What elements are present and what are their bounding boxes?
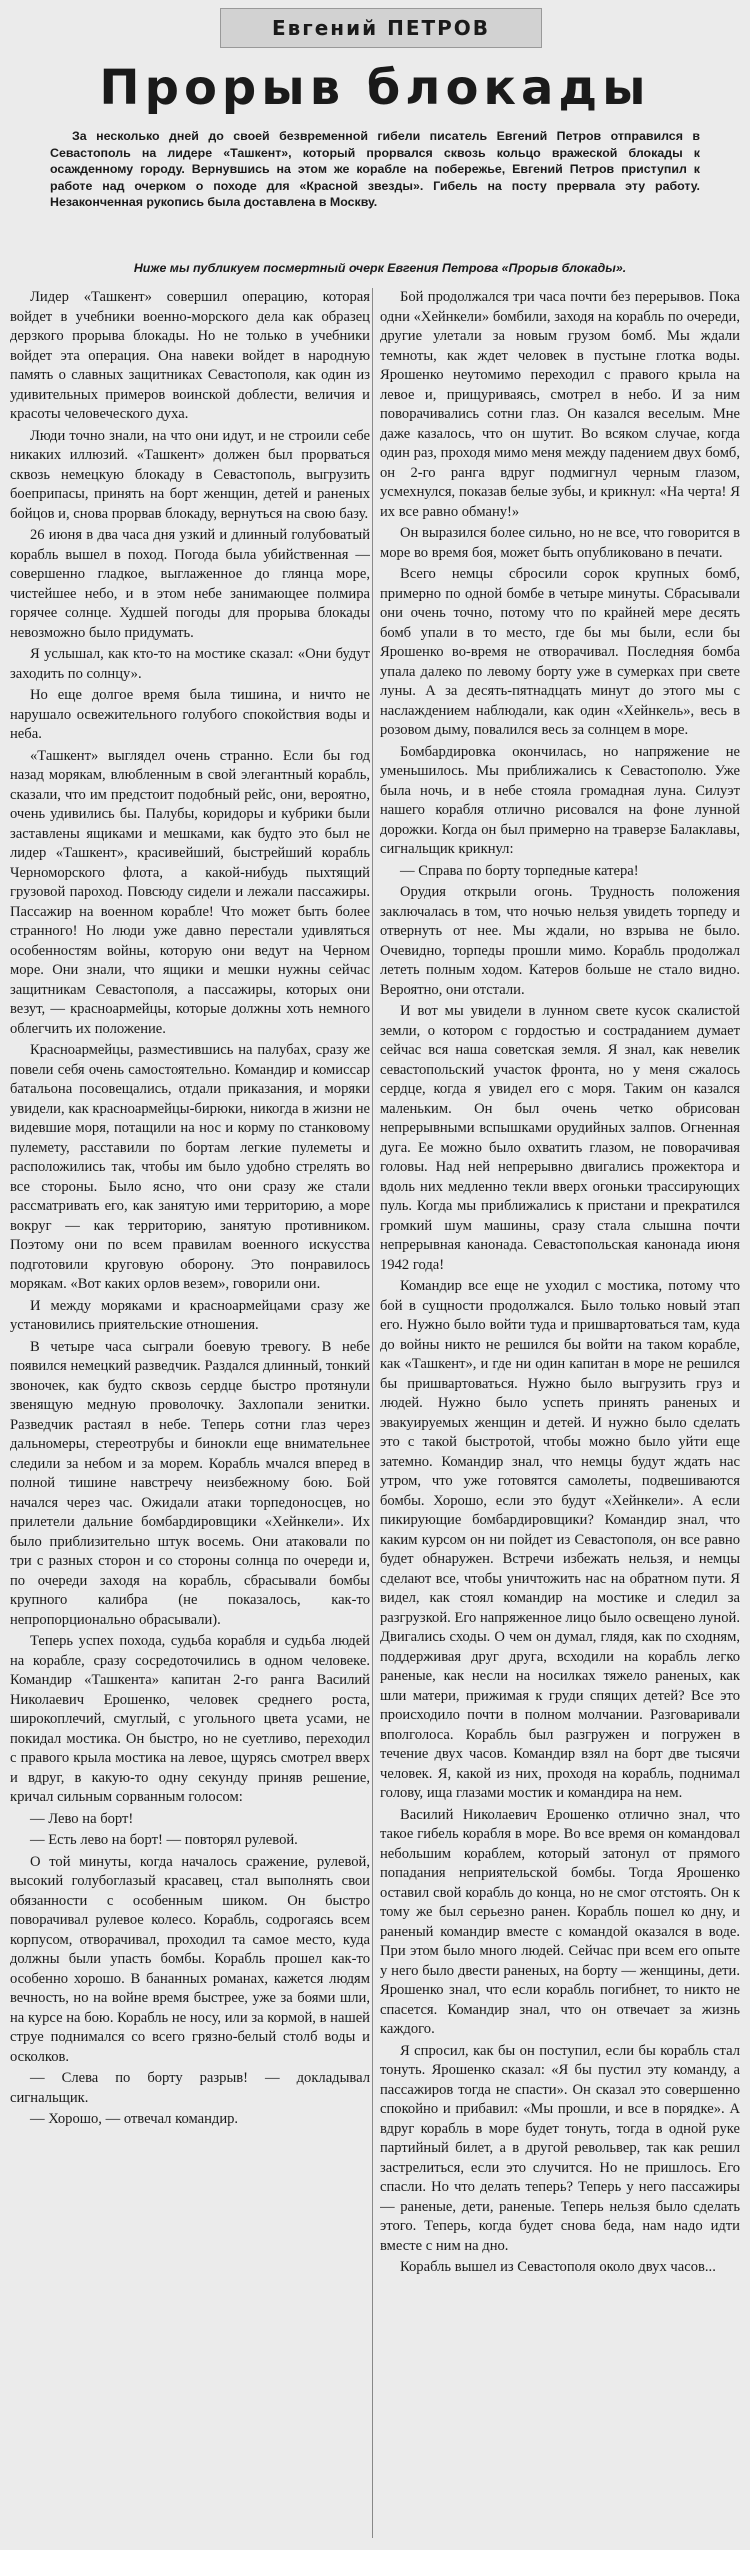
paragraph: Бомбардировка окончилась, но напряжение не уменьшилось. Мы приближались к Севастополю. Уже была ночь, и в небе стояла громадная луна. Силуэт нашего корабля отлично рисовался на фоне лунной дорожки. Когда он был примерно на траверзе Балаклавы, сигнальщик крикнул: <box>380 743 740 857</box>
paragraph: Я спросил, как бы он поступил, если бы корабль стал тонуть. Ярошенко сказал: «Я бы пустил эту команду, а пассажиров тогда не спасти». Он сказал это совершенно спокойно и прибавил: «Мы прошли, и все в порядке». А вдруг корабль в море будет тонуть, тогда в одной руке партийный билет, а в другой револьвер, так как решил застрелиться, если это случится. Но не пришлось. Его спасли. Но что делать теперь? Теперь у него пассажиры — раненые, дети, раненые. Теперь нельзя было сделать этого. Теперь, когда будет снова беда, нам надо идти вместе с ним на дно. <box>380 2042 740 2254</box>
dialogue-line: — Есть лево на борт! — повторял рулевой. <box>30 1832 298 1848</box>
paragraph: Лидер «Ташкент» совершил операцию, которая войдет в учебники военно-морского дела как образец дерзкого прорыва блокады. Но не только в учебники войдет эта операция. Она навеки войдет в народную память о славных защитниках Севастополя, как один из удивительных примеров воинской доблести, величия и красоты человеческого духа. <box>10 289 370 422</box>
paragraph: И вот мы увидели в лунном свете кусок скалистой земли, о котором с гордостью и состраданием думает сейчас вся наша советская земля. Я знал, как невелик севастопольский участок фронта, но у меня сжалось сердце, когда я увидел его с моря. Таким он казался маленьким. Он был очень четко обрисован непрерывными вспышками орудийных залпов. Огненная дуга. Ее можно было охватить глазом, не поворачивая головы. Над ней непрерывно двигались прожектора и вдоль них медленно текли вверх огоньки трассирующих пуль. Когда мы приближались к пристани и прекратился громкий шум машины, сразу стала слышна почти непрерывная канонада. Севастопольская канонада июня 1942 года! <box>380 1003 740 1273</box>
paragraph: В четыре часа сыграли боевую тревогу. В небе появился немецкий разведчик. Раздался длинный, тонкий звоночек, как будто сквозь сердце быстро протянули звенящую медную проволочку. Захлопали зенитки. Разведчик растаял в небе. Теперь сотни глаз через дальномеры, стереотрубы и бинокли еще внимательнее следили за небом и за морем. Корабль мчался вперед в полной тишине навстречу неизбежному бою. Бой начался через час. Ожидали атаки торпедоносцев, но прилетели дальние бомбардировщики «Хейнкели». Их было приблизительно штук восемь. Они атаковали по три с разных сторон и со стороны солнца по очереди и, по очереди заходя на корабль, сбрасывали бомбы крупного калибра (не показалось, как-то непропорционально обрасывали). <box>10 1338 370 1628</box>
paragraph: Корабль вышел из Севастополя около двух часов... <box>400 2259 716 2275</box>
paragraph: И между моряками и красноармейцами сразу же установились приятельские отношения. <box>10 1297 370 1333</box>
paragraph: Красноармейцы, разместившись на палубах, сразу же повели себя очень самостоятельно. Командир и комиссар батальона посовещались, отдали приказания, и моряки увидели, как красноармейцы-бирюки, никогда в жизни не видевшие моря, потащили на нос и корму по станковому пулемету, расставили по бортам легкие пулеметы и расположились так, чтобы им было удобно стрелять во все стороны. Было ясно, что они сразу же стали рассматривать его, как занятую ими территорию, а море вокруг — как территорию, занятую противником. Поэтому они по всем правилам военного искусства подготовили круговую оборону. Это понравилось морякам. «Вот каких орлов везем», говорили они. <box>10 1042 370 1292</box>
left-column <box>10 288 370 2544</box>
paragraph: Василий Николаевич Ерошенко отлично знал, что такое гибель корабля в море. Во все время он командовал небольшим кораблем, который затонул от прямого попадания неприятельской бомбы. Тогда Ярошенко оставил свой корабль до конца, но не смог отстоять. Он к тому же был серьезно ранен. Корабль пошел ко дну, и раненый командир вместе с командой оказался в воде. При этом было много людей. Сейчас при всем его опыте у него было двести раненых, на борту — женщины, дети. Ярошенко знал, что если корабль погибнет, то никто не спасется. Командир знал, что он отвечает за жизнь каждого. <box>380 1806 740 2037</box>
column-divider <box>372 288 373 2538</box>
paragraph: Всего немцы сбросили сорок крупных бомб, примерно по одной бомбе в четыре минуты. Сбрасывали они очень точно, потому что по крайней мере десять бомб упали в то место, где бы мы были, если бы Ярошенко во-время не отворачивал. Последняя бомба упала далеко по левому борту уже в сумерках при свете луны. А за десять-пятнадцать минут до этого мы с наслаждением наблюдали, как один «Хейнкель», весь в розовом дыму, повалился весь за солнцем в море. <box>380 566 740 738</box>
editorial-subtitle: Ниже мы публикуем посмертный очерк Евгения Петрова «Прорыв блокады». <box>133 261 627 275</box>
right-column <box>380 288 740 2544</box>
author-name: Евгений ПЕТРОВ <box>220 8 542 48</box>
editorial-intro: За несколько дней до своей безвременной гибели писатель Евгений Петров отправился в Севастополь на лидере «Ташкент», который прорвался сквозь кольцо вражеской блокады к осажденному городу. Вернувшись на этом же корабле на побережье, Евгений Петров приступил к работе над очерком о походе для «Красной звезды». Гибель на посту прервала эту работу. Незаконченная рукопись была доставлена в Москву. <box>50 129 700 209</box>
paragraph: Командир все еще не уходил с мостика, потому что бой в сущности продолжался. Было только новый этап его. Нужно было войти туда и пришвартоваться там, куда до войны никто не решился бы войти на таком корабле, как «Ташкент», и где ни один капитан в море не решился бы пришвартоваться. Нужно было выгрузить груз и людей. Нужно было успеть принять раненых и эвакуируемых женщин и детей. И нужно было сделать это с такой быстротой, чтобы можно было уйти еще затемно. Командир знал, что немцы будут ждать нас утром, что уже готовятся самолеты, подвешиваются бомбы. Хорошо, если это будут «Хейнкели». А если пикирующие бомбардировщики? Командир знал, что каким курсом он ни пойдет из Севастополя, он все равно будет обнаружен. Встречи избежать нельзя, и немцы сделают все, чтобы уничтожить нас на обратном пути. Я видел, как стоял командир на мостике и следил за разгрузкой. Его напряженное лицо было освещено луной. Двигались сходы. О чем он думал, глядя, как по сходням, поддерживая друг друга, всходили на корабль легко раненые, как несли на носилках тяжело раненых, как шли матери, прижимая к груди спящих детей? Все это происходило почти в полном молчании. Разговаривали вполголоса. Корабль был разгружен и погружен в течение двух часов. Командир взял на борт две тысячи человек. Я, какой из них, проходя на корабль, поднимал голову, ища глазами мостик и командира на нем. <box>380 1278 740 1801</box>
paragraph: Но еще долгое время была тишина, и ничто не нарушало освежительного голубого спокойствия воды и неба. <box>10 687 370 742</box>
paragraph: Теперь успех похода, судьба корабля и судьба людей на корабле, сразу сосредоточились в одном человеке. Командир «Ташкента» капитан 2-го ранга Василий Николаевич Ерошенко, человек среднего роста, широкоплечий, смуглый, с угольного цвета усами, не покидал мостика. Он быстро, но не суетливо, переходил с правого крыла мостика на левое, щурясь смотрел вверх и вдруг, в какую-то одну секунду приняв решение, кричал сильным сорванным голосом: <box>10 1633 370 1805</box>
dialogue-line: — Хорошо, — отвечал командир. <box>30 2111 239 2127</box>
paragraph: Бой продолжался три часа почти без перерывов. Пока одни «Хейнкели» бомбили, заходя на корабль по очереди, другие улетали за новым грузом бомб. Мы ждали темноты, как ждет человек в пустыне глотка воды. Ярошенко неутомимо переходил с правого крыла на левое и, прищуриваясь, смотрел в небо. И за ним поворачивались сотни глаз. Он казался веселым. Мне даже казалось, что он шутит. Во всяком случае, когда один раз, проходя мимо меня между падением двух бомб, он 2-го ранга вдруг подмигнул черным глазом, усмехнулся, показав белые зубы, и крикнул: «На черта! Я их все равно обману!» <box>380 289 740 520</box>
paragraph: «Ташкент» выглядел очень странно. Если бы год назад морякам, влюбленным в свой элегантный корабль, сказали, что им предстоит подобный рейс, они, вероятно, очень удивились бы. Палубы, коридоры и кубрики были заставлены ящиками и мешками, как будто это был не лидер «Ташкент», красивейший, быстрейший корабль Черноморского флота, а какой-нибудь пыхтящий грузовой пароход. Повсюду сидели и лежали пассажиры. Пассажир на военном корабле! Что может быть более странного! Но люди уже давно перестали удивляться особенностям войны, которую они ведут на Черном море. Они знали, что ящики и мешки нужны сейчас защитникам Севастополя, а пассажиры, которых они везут, — красноармейцы, которые должны хоть немного облегчить их положение. <box>10 747 370 1037</box>
dialogue-line: — Лево на борт! <box>30 1810 134 1827</box>
dialogue-line: — Справа по борту торпедные катера! <box>400 862 639 879</box>
dialogue-line: — Слева по борту разрыв! — докладывал сигнальщик. <box>10 2070 370 2106</box>
article-title: Прорыв блокады <box>99 60 651 116</box>
paragraph: Я услышал, как кто-то на мостике сказал: «Они будут заходить по солнцу». <box>10 646 370 682</box>
paragraph: Люди точно знали, на что они идут, и не строили себе никаких иллюзий. «Ташкент» должен был прорваться сквозь немецкую блокаду в Севастополь, выгрузить боеприпасы, принять на борт женщин, детей и раненых бойцов и, снова прорвав блокаду, вернуться на свою базу. <box>10 427 370 522</box>
paragraph: Орудия открыли огонь. Трудность положения заключалась в том, что ночью нельзя увидеть торпеду и отвернуть от нее. Мы ждали, но взрыва не было. Очевидно, торпеды прошли мимо. Корабль продолжал лететь полным ходом. Катеров больше не стало видно. Вероятно, они отстали. <box>380 884 740 998</box>
paragraph: 26 июня в два часа дня узкий и длинный голубоватый корабль вышел в поход. Погода была убийственная — совершенно гладкое, выглаженное до глянца море, чистейшее небо, и в этом небе занимающее полмира горячее солнце. Худшей погоды для прорыва блокады невозможно было придумать. <box>10 527 370 641</box>
paragraph: Он выразился более сильно, но не все, что говорится в море во время боя, может быть опубликовано в печати. <box>380 525 740 561</box>
paragraph: О той минуты, когда началось сражение, рулевой, высокий голубоглазый красавец, стал выполнять свои обязанности с особенным шиком. Он быстро поворачивал рулевое колесо. Корабль, содрогаясь всем корпусом, отворачивал, проходил та самое место, куда должны были упасть бомбы. Корабль прошел как-то особенно хорошо. В бананных романах, кажется людям вечность, но на войне время быстрее, уже за боями шли, на курсе на бою. Корабль не носу, или за кормой, в нашей струе поднимался со всего грязно-белый столб воды и осколков. <box>10 1853 370 2065</box>
